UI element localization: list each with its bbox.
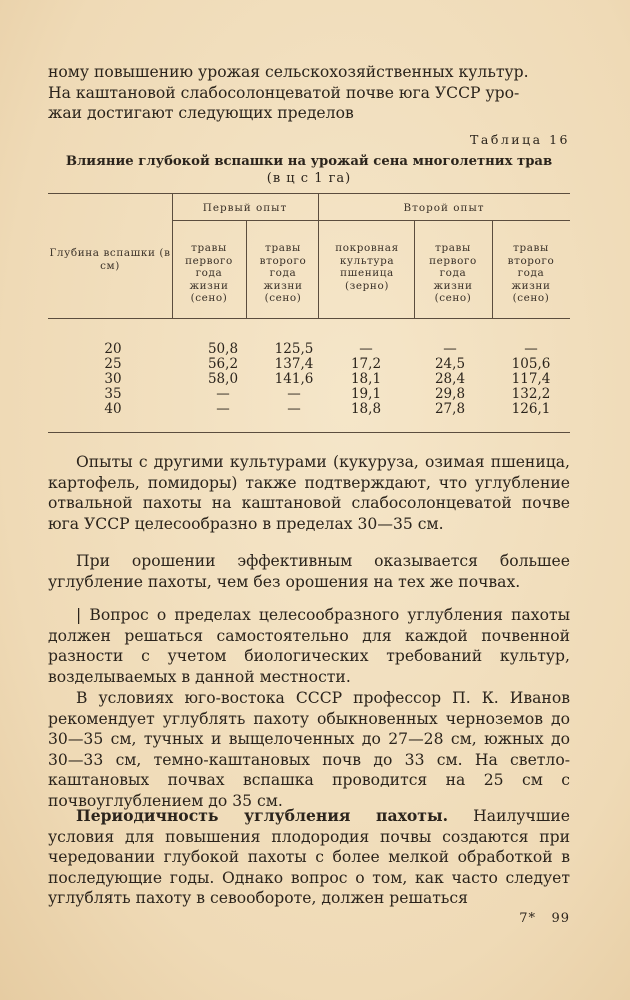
cell-value: — <box>524 341 538 357</box>
paragraph-3: | Вопрос о пределах целесообразного углубления пахоты должен решаться самостоятельно для каждой почвенной разности с учетом биологических требований культур, возделываемых в данной местности. <box>48 606 570 686</box>
cell-value: 132,2 <box>511 386 551 402</box>
cell-value: 126,1 <box>511 401 551 417</box>
cell-value: — <box>359 341 373 357</box>
col-header-4: травы первого года жизни (сено) <box>429 242 477 305</box>
table-rule-top <box>48 193 570 194</box>
intro-line-1: ному повышению урожая сельскохозяйственных культур. <box>48 63 529 81</box>
table-rule-groups <box>172 220 570 221</box>
table-rule-header-bottom <box>48 318 570 319</box>
cell-value: 17,2 <box>350 356 382 372</box>
cell-value: 56,2 <box>207 356 239 372</box>
cell-value: 50,8 <box>207 341 239 357</box>
paragraph-4: В условиях юго-востока СССР профессор П. К. Иванов рекомендует углублять пахоту обыкновенных черноземов до 30—35 см, тучных и выщелоченных до 27—28 см, южных до 30—33 см, темно-каштановых почв до 33 см. На светло-каштановых почвах вспашка проводится на 25 см с почвоуглублением до 35 см. <box>48 689 570 810</box>
cell-depth: 40 <box>104 401 122 417</box>
cell-value: 137,4 <box>274 356 314 372</box>
group-header-2: Второй опыт <box>403 202 485 214</box>
col-header-1: травы первого года жизни (сено) <box>185 242 233 305</box>
page-footer <box>519 911 570 926</box>
cell-value: 117,4 <box>511 371 551 387</box>
intro-line-2: На каштановой слабосолонцеватой почве юга УССР уро- <box>48 83 520 102</box>
cell-value: — <box>287 386 301 402</box>
page-number: 99 <box>551 911 570 926</box>
cell-value: — <box>287 401 301 417</box>
table-vrule-4 <box>414 220 415 318</box>
cell-value: 24,5 <box>434 356 466 372</box>
cell-depth: 20 <box>104 341 122 357</box>
cell-depth: 30 <box>104 371 122 387</box>
paragraph-5-text: Наилучшие условия для повышения плодородия почвы создаются при чередовании глубокой пахоты с более мелкой обработкой в последующие годы. Однако вопрос о том, как часто следует углублять пахоту в севообороте, должен решаться <box>48 807 570 908</box>
col-header-2: травы второго года жизни (сено) <box>259 242 307 305</box>
paragraph-5 <box>48 806 570 909</box>
table-subtitle: (в ц с 1 га) <box>266 171 352 186</box>
cell-value: — <box>216 401 230 417</box>
cell-value: 18,8 <box>350 401 382 417</box>
section-heading: Периодичность углубления пахоты. <box>76 806 448 825</box>
cell-value: 18,1 <box>350 371 382 387</box>
paragraph-intro <box>48 62 570 124</box>
group-header-1: Первый опыт <box>202 202 288 214</box>
col-header-3: покровная культура пшеница (зерно) <box>335 242 399 292</box>
cell-value: 19,1 <box>350 386 382 402</box>
row-header: Глубина вспашки (в см) <box>49 247 171 272</box>
cell-value: 141,6 <box>274 371 314 387</box>
table-vrule-5 <box>492 220 493 318</box>
paragraph-1: Опыты с другими культурами (кукуруза, озимая пшеница, картофель, помидоры) также подтверждают, что углубление отвальной пахоты на каштановой слабосолонцеватой почве юга УССР целесообразно в пределах 30—35 см. <box>48 453 570 533</box>
col-header-5: травы второго года жизни (сено) <box>507 242 555 305</box>
cell-depth: 35 <box>104 386 122 402</box>
cell-value: 27,8 <box>434 401 466 417</box>
paragraph-2: При орошении эффективным оказывается большее углубление пахоты, чем без орошения на тех же почвах. <box>48 552 570 591</box>
table-rule-bottom <box>48 432 570 433</box>
table-vrule-2 <box>246 220 247 318</box>
cell-value: 28,4 <box>434 371 466 387</box>
cell-value: 105,6 <box>511 356 551 372</box>
cell-depth: 25 <box>104 356 122 372</box>
cell-value: — <box>216 386 230 402</box>
cell-value: 125,5 <box>274 341 314 357</box>
data-table <box>48 193 570 433</box>
cell-value: 29,8 <box>434 386 466 402</box>
signature-mark: 7* <box>519 911 537 926</box>
intro-line-3: жаи достигают следующих пределов <box>48 104 354 123</box>
table-label: Таблица 16 <box>470 132 570 147</box>
cell-value: — <box>443 341 457 357</box>
table-title: Влияние глубокой вспашки на урожай сена многолетних трав <box>65 154 553 169</box>
cell-value: 58,0 <box>207 371 239 387</box>
